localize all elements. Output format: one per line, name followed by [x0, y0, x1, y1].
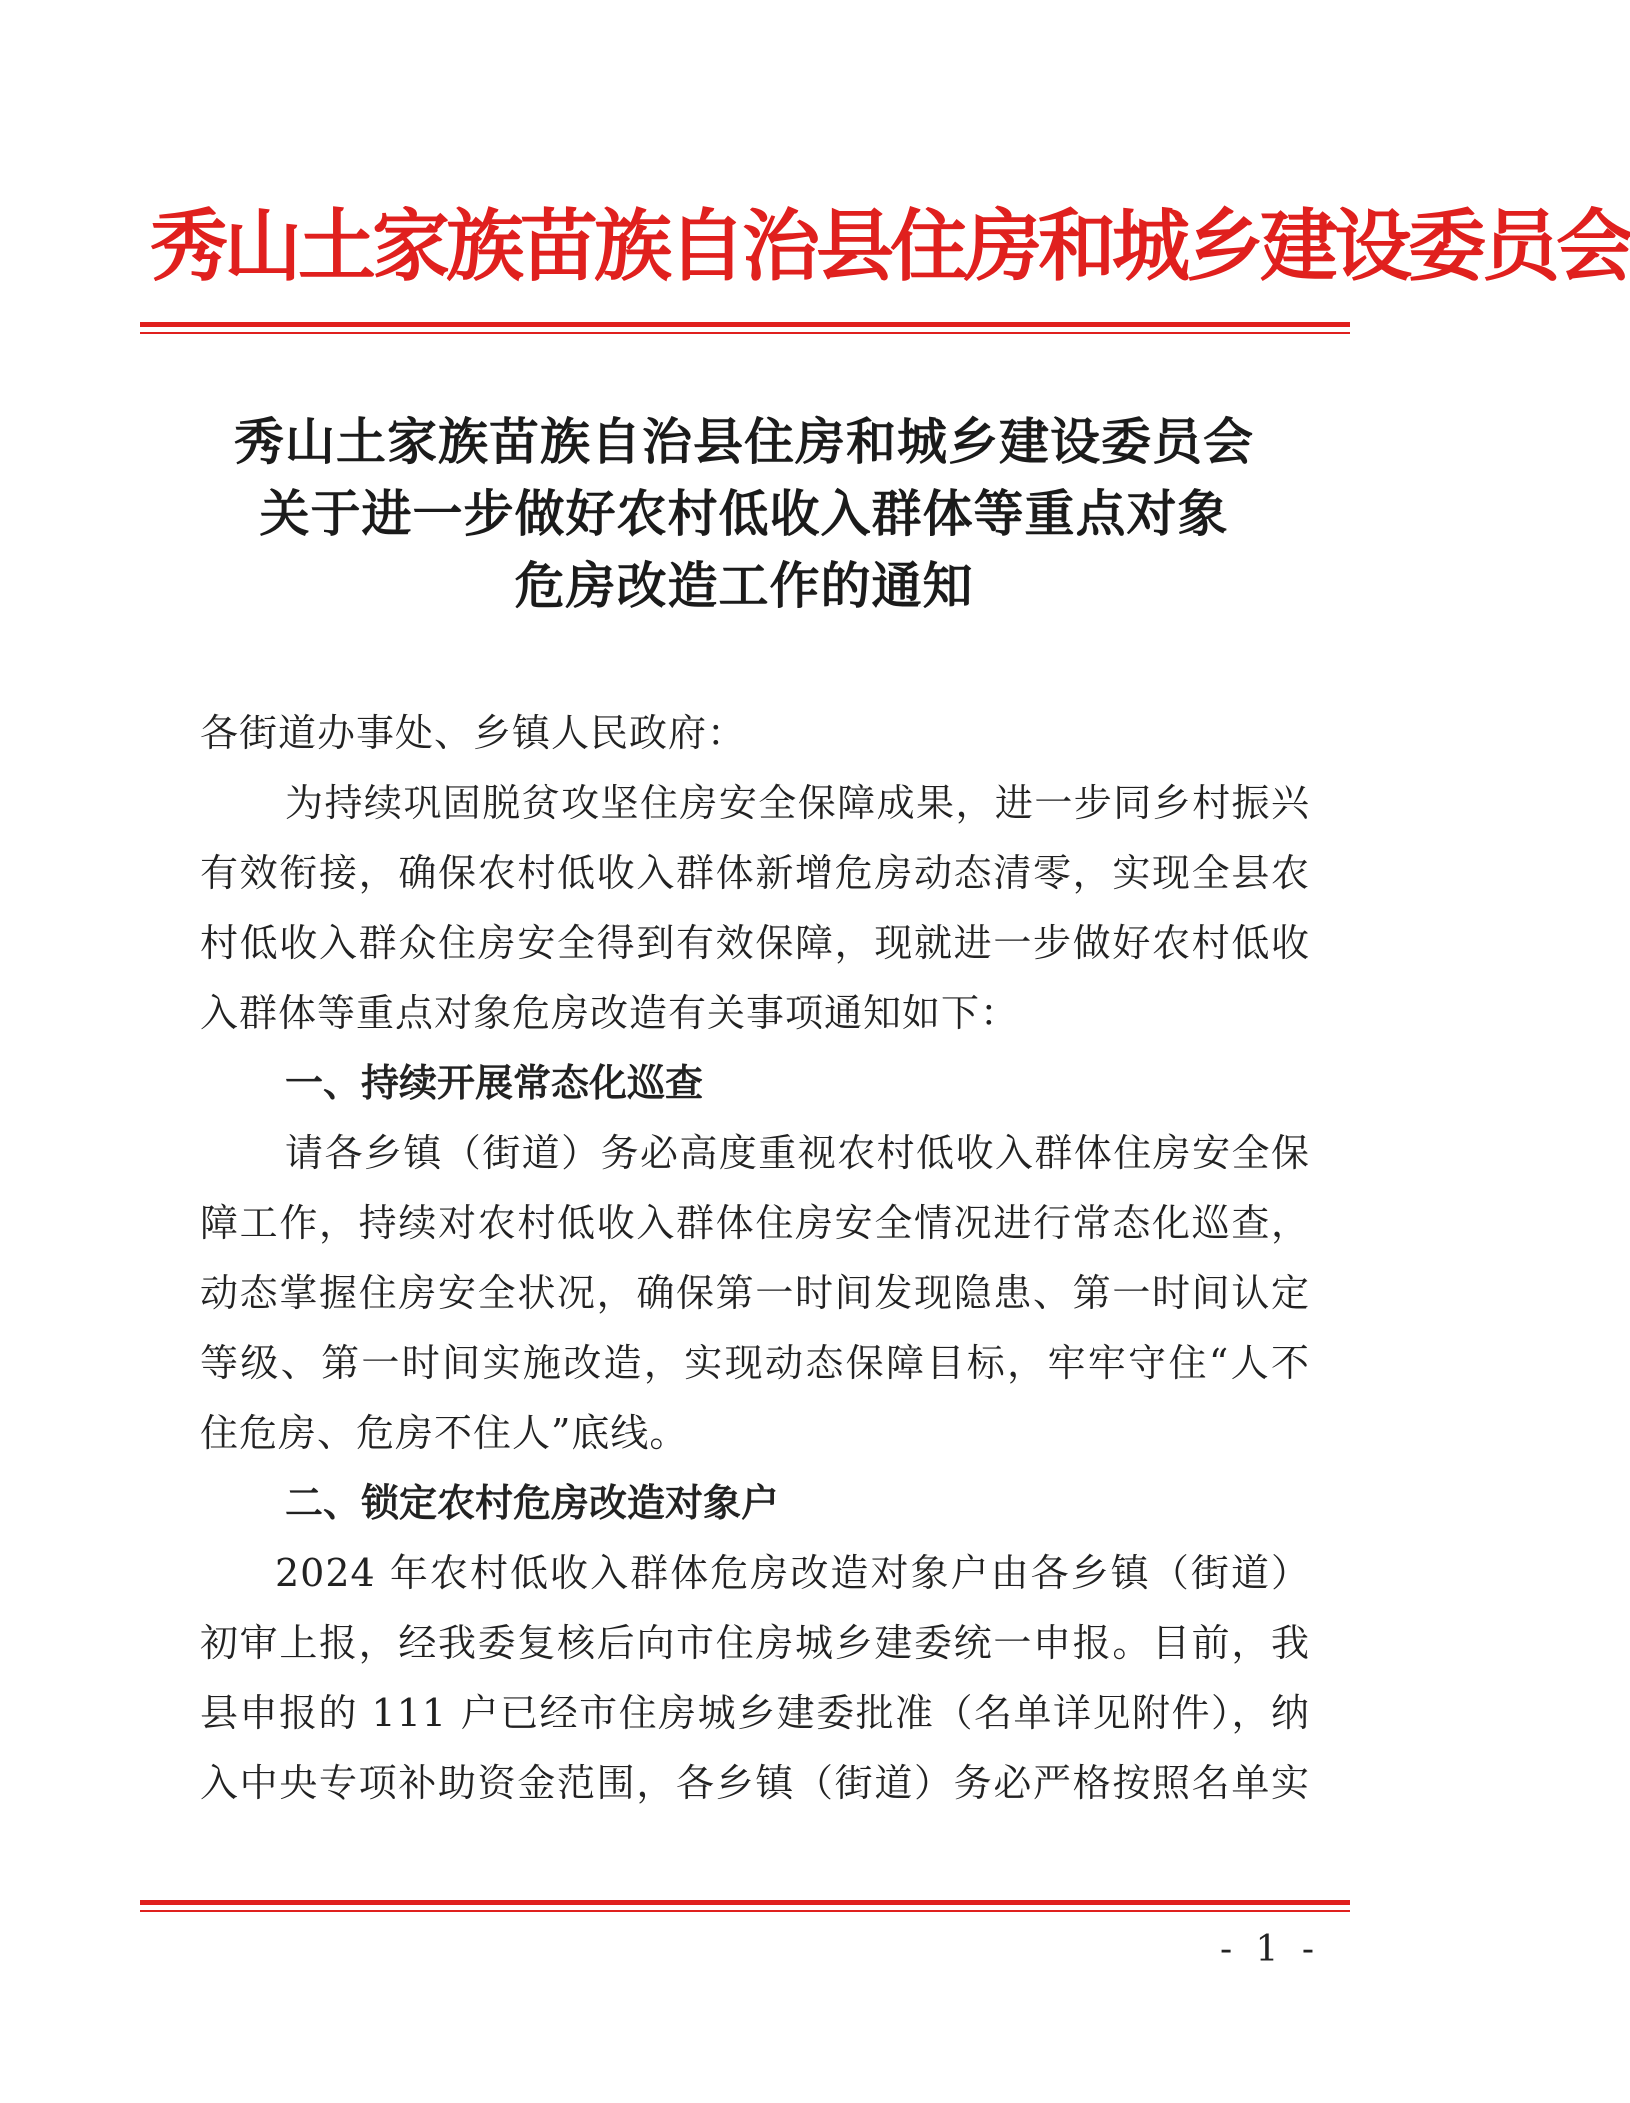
intro-line-4: 入群体等重点对象危房改造有关事项通知如下：	[200, 991, 1020, 1035]
intro-line-2: 有效衔接，确保农村低收入群体新增危房动态清零，实现全县农	[200, 851, 1310, 895]
section-2-line-1: 2024 年农村低收入群体危房改造对象户由各乡镇（街道）	[275, 1551, 1310, 1595]
section-2-line-2: 初审上报，经我委复核后向市住房城乡建委统一申报。目前，我	[200, 1621, 1310, 1665]
header-rule-thin	[140, 332, 1350, 334]
section-2-line-3: 县申报的 111 户已经市住房城乡建委批准（名单详见附件），纳	[200, 1691, 1310, 1735]
document-title-line-1: 秀山土家族苗族自治县住房和城乡建设委员会	[234, 412, 1254, 471]
footer-rule-thick	[140, 1900, 1350, 1905]
section-1-line-3: 动态掌握住房安全状况，确保第一时间发现隐患、第一时间认定	[200, 1271, 1310, 1315]
page-number: - 1 -	[1219, 1929, 1321, 1970]
intro-line-1: 为持续巩固脱贫攻坚住房安全保障成果，进一步同乡村振兴	[285, 781, 1310, 825]
issuing-authority-header: 秀山土家族苗族自治县住房和城乡建设委员会	[150, 202, 1630, 292]
footer-rule-thin	[140, 1910, 1350, 1912]
document-title-line-2: 关于进一步做好农村低收入群体等重点对象	[259, 484, 1229, 543]
section-2-heading: 二、锁定农村危房改造对象户	[285, 1481, 780, 1525]
document-title-line-3: 危房改造工作的通知	[514, 556, 974, 615]
section-1-line-2: 障工作，持续对农村低收入群体住房安全情况进行常态化巡查，	[200, 1201, 1310, 1245]
section-2-line-4: 入中央专项补助资金范围，各乡镇（街道）务必严格按照名单实	[200, 1761, 1310, 1805]
section-1-line-1: 请各乡镇（街道）务必高度重视农村低收入群体住房安全保	[285, 1131, 1310, 1175]
salutation: 各街道办事处、乡镇人民政府：	[200, 711, 747, 755]
intro-line-3: 村低收入群众住房安全得到有效保障，现就进一步做好农村低收	[200, 921, 1310, 965]
section-1-line-4: 等级、第一时间实施改造，实现动态保障目标，牢牢守住“人不	[200, 1341, 1310, 1385]
header-rule-thick	[140, 322, 1350, 327]
section-1-line-5: 住危房、危房不住人”底线。	[200, 1411, 689, 1455]
section-1-heading: 一、持续开展常态化巡查	[285, 1061, 704, 1105]
